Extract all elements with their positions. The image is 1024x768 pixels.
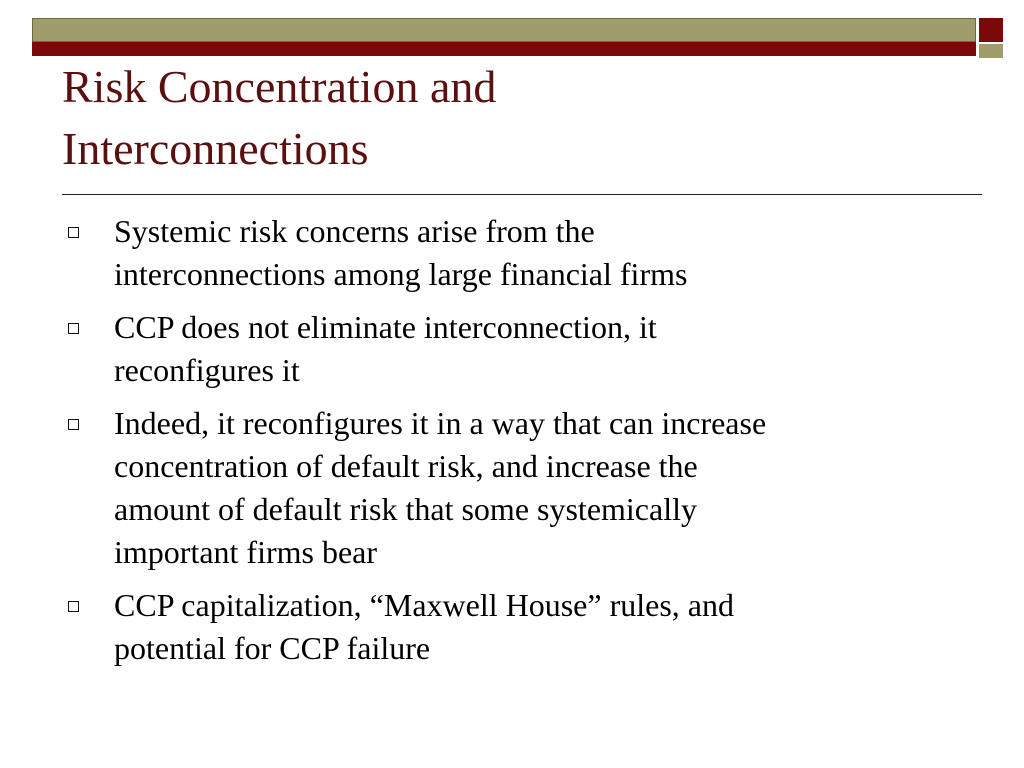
bullet-text-line: concentration of default risk, and increase the	[114, 448, 698, 484]
slide-title-line-1: Risk Concentration and	[62, 61, 497, 112]
hollow-square-bullet-icon	[68, 227, 79, 238]
bullet-text-line: Systemic risk concerns arise from the	[114, 213, 595, 249]
bullet-text-line: Indeed, it reconfigures it in a way that can increase	[114, 405, 767, 441]
title-divider	[62, 194, 982, 195]
bullet-text-line: reconfigures it	[114, 352, 300, 388]
header-olive-bar	[32, 18, 976, 42]
bullet-text-line: CCP does not eliminate interconnection, it	[114, 309, 657, 345]
bullet-text-line: CCP capitalization, “Maxwell House” rules, and	[114, 587, 734, 623]
hollow-square-bullet-icon	[68, 323, 79, 334]
hollow-square-bullet-icon	[68, 601, 79, 612]
bullet-item-ccp-reconfigures	[62, 306, 962, 392]
bullet-text-line: potential for CCP failure	[114, 630, 431, 666]
bullet-list	[62, 210, 962, 680]
bullet-text-line: interconnections among large financial firms	[114, 256, 688, 292]
bullet-item-concentration	[62, 402, 962, 574]
header-olive-square	[979, 44, 1003, 58]
hollow-square-bullet-icon	[68, 419, 79, 430]
bullet-text-line: amount of default risk that some systemically	[114, 491, 697, 527]
bullet-text-line: important firms bear	[114, 534, 378, 570]
slide-title	[62, 56, 962, 180]
header-maroon-square	[979, 18, 1003, 42]
bullet-item-systemic-risk	[62, 210, 962, 296]
bullet-item-ccp-capitalization	[62, 584, 962, 670]
header-maroon-bar	[32, 42, 976, 56]
slide-title-line-2: Interconnections	[62, 123, 369, 174]
